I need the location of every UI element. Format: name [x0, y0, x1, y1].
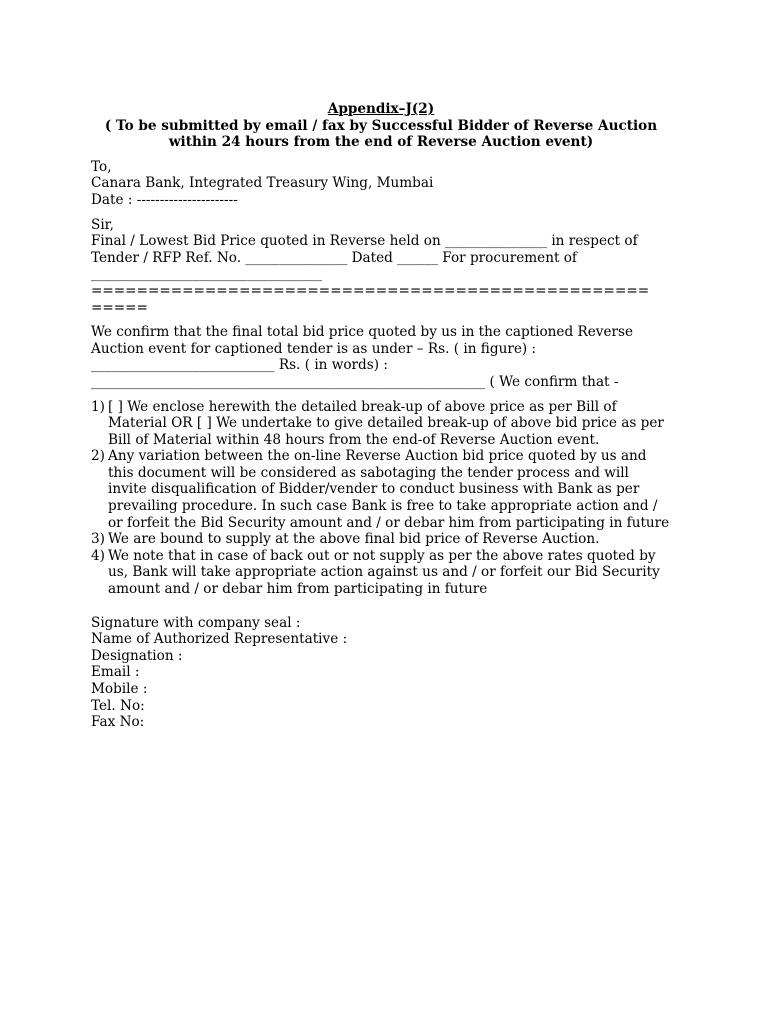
signature-block [91, 615, 691, 731]
point-line: We note that in case of back out or not supply as per the above rates quoted by [108, 547, 656, 564]
point-line: or forfeit the Bid Security amount and / or debar him from participating in future [108, 514, 670, 531]
reference-line2: Tender / RFP Ref. No. _______________ Dated ______ For procurement of [91, 249, 577, 266]
address-addressee: Canara Bank, Integrated Treasury Wing, Mumbai [91, 175, 434, 192]
separator-line2: ===== [91, 299, 148, 316]
reference-line3: __________________________________ [91, 266, 323, 283]
declaration-points [91, 399, 691, 598]
confirmation-line2: Auction event for captioned tender is as under – Rs. ( in figure) : [91, 340, 537, 357]
appendix-title: Appendix–J(2) [327, 101, 435, 117]
address-block [91, 159, 691, 209]
point-line: this document will be considered as sabotaging the tender process and will [108, 464, 629, 481]
point-line: us, Bank will take appropriate action against us and / or forfeit our Bid Security [108, 564, 660, 581]
name-field: Name of Authorized Representative : [91, 631, 348, 648]
reference-line1: Final / Lowest Bid Price quoted in Reverse held on _______________ in respect of [91, 233, 638, 250]
confirmation-line1: We confirm that the final total bid price quoted by us in the captioned Reverse [91, 324, 634, 341]
tel-field: Tel. No: [91, 697, 145, 714]
document-page [91, 101, 691, 731]
document-heading [81, 101, 681, 151]
email-field: Email : [91, 664, 140, 681]
point-line: invite disqualification of Bidder/vender to conduct business with Bank as per [108, 481, 640, 498]
declaration-point [91, 448, 691, 531]
fax-field: Fax No: [91, 714, 145, 731]
heading-subtitle-line2: within 24 hours from the end of Reverse Auction event) [168, 134, 594, 151]
heading-subtitle-line1: ( To be submitted by email / fax by Successful Bidder of Reverse Auction [104, 117, 658, 134]
point-number: 3) [91, 531, 105, 548]
point-line: prevailing procedure. In such case Bank is free to take appropriate action and / [108, 498, 658, 515]
confirmation-line3: ___________________________ Rs. ( in words) : [91, 357, 388, 374]
confirmation-line4: __________________________________________________________ ( We confirm that - [91, 373, 619, 390]
address-to: To, [91, 158, 112, 175]
point-number: 1) [91, 398, 105, 415]
point-line: Material OR [ ] We undertake to give detailed break-up of above bid price as per [108, 415, 664, 432]
declaration-point [91, 531, 691, 548]
reference-block [91, 217, 691, 317]
salutation: Sir, [91, 216, 114, 233]
address-date: Date : ---------------------- [91, 191, 238, 208]
declaration-point [91, 548, 691, 598]
point-number: 4) [91, 547, 105, 564]
point-line: We are bound to supply at the above final bid price of Reverse Auction. [108, 531, 600, 548]
separator-line1: ================================================= [91, 282, 650, 299]
point-line: amount and / or debar him from participating in future [108, 581, 488, 598]
designation-field: Designation : [91, 647, 183, 664]
point-number: 2) [91, 448, 105, 465]
point-line: [ ] We enclose herewith the detailed break-up of above price as per Bill of [108, 398, 617, 415]
declaration-point [91, 399, 691, 449]
point-line: Any variation between the on-line Reverse Auction bid price quoted by us and [108, 448, 647, 465]
mobile-field: Mobile : [91, 681, 148, 697]
point-line: Bill of Material within 48 hours from the end-of Reverse Auction event. [108, 431, 600, 448]
signature-field: Signature with company seal : [91, 614, 301, 631]
confirmation-block [91, 324, 691, 390]
